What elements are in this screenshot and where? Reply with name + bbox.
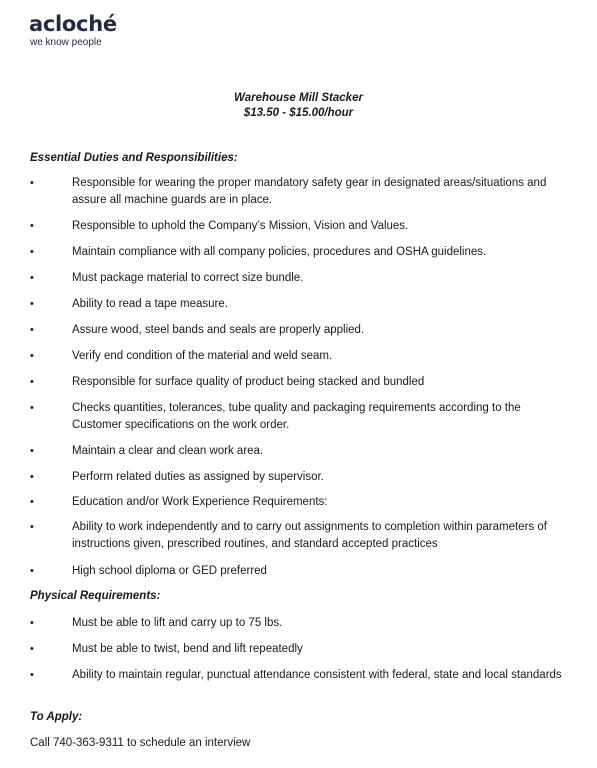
bullet: • <box>30 220 34 232</box>
list-item <box>30 244 570 261</box>
list-item-text: Maintain compliance with all company policies, procedures and OSHA guidelines. <box>72 246 487 258</box>
list-item-text: Ability to maintain regular, punctual attendance consistent with federal, state and local standards <box>72 669 562 681</box>
apply-section-title: To Apply: <box>30 711 83 723</box>
bullet: • <box>30 643 34 655</box>
list-item-text: Must be able to twist, bend and lift repeatedly <box>72 643 303 655</box>
bullet: • <box>30 324 34 336</box>
list-item <box>30 667 570 684</box>
list-item-text: Responsible to uphold the Company’s Mission, Vision and Values. <box>72 220 409 232</box>
duties-section-title: Essential Duties and Responsibilities: <box>30 152 238 164</box>
list-item-text: Verify end condition of the material and weld seam. <box>72 350 333 362</box>
bullet: • <box>30 246 34 258</box>
list-item-text: Education and/or Work Experience Requirements: <box>72 496 328 508</box>
list-item-text: High school diploma or GED preferred <box>72 565 267 577</box>
bullet: • <box>30 471 34 483</box>
list-item <box>30 519 570 553</box>
list-item <box>30 218 570 235</box>
apply-instructions: Call 740-363-9311 to schedule an interview <box>30 737 251 749</box>
company-logo <box>29 12 117 49</box>
bullet: • <box>30 496 34 508</box>
list-item <box>30 400 570 434</box>
list-item-text: Must be able to lift and carry up to 75 lbs. <box>72 617 283 629</box>
job-header <box>0 91 597 121</box>
list-item-text: Ability to work independently and to carry out assignments to completion within parameters of instructions given, prescribed routines, and standard accepted practices <box>72 521 547 550</box>
list-item <box>30 296 570 313</box>
list-item <box>30 494 570 511</box>
list-item <box>30 615 570 632</box>
bullet: • <box>30 445 34 457</box>
list-item <box>30 563 570 580</box>
list-item <box>30 443 570 460</box>
list-item <box>30 322 570 339</box>
bullet: • <box>30 350 34 362</box>
logo-tagline: we know people <box>30 37 102 48</box>
logo-name: acloché <box>29 12 117 36</box>
bullet: • <box>30 617 34 629</box>
list-item-text: Perform related duties as assigned by supervisor. <box>72 471 324 483</box>
bullet: • <box>30 298 34 310</box>
list-item-text: Responsible for wearing the proper mandatory safety gear in designated areas/situations and assure all machine guards are in place. <box>72 177 547 206</box>
list-item <box>30 641 570 658</box>
bullet: • <box>30 565 34 577</box>
list-item-text: Responsible for surface quality of product being stacked and bundled <box>72 376 425 388</box>
list-item <box>30 348 570 365</box>
bullet: • <box>30 669 34 681</box>
list-item <box>30 270 570 287</box>
list-item <box>30 175 570 209</box>
list-item <box>30 469 570 486</box>
bullet: • <box>30 402 34 414</box>
job-title: Warehouse Mill Stacker <box>234 92 363 104</box>
list-item <box>30 374 570 391</box>
job-pay: $13.50 - $15.00/hour <box>243 107 354 119</box>
list-item-text: Checks quantities, tolerances, tube quality and packaging requirements according to the Customer specifications on the work order. <box>72 402 521 431</box>
bullet: • <box>30 272 34 284</box>
physical-section-title: Physical Requirements: <box>30 590 161 602</box>
list-item-text: Ability to read a tape measure. <box>72 298 228 310</box>
list-item-text: Assure wood, steel bands and seals are properly applied. <box>72 324 365 336</box>
bullet: • <box>30 521 34 533</box>
list-item-text: Maintain a clear and clean work area. <box>72 445 264 457</box>
bullet: • <box>30 376 34 388</box>
list-item-text: Must package material to correct size bundle. <box>72 272 304 284</box>
bullet: • <box>30 177 34 189</box>
